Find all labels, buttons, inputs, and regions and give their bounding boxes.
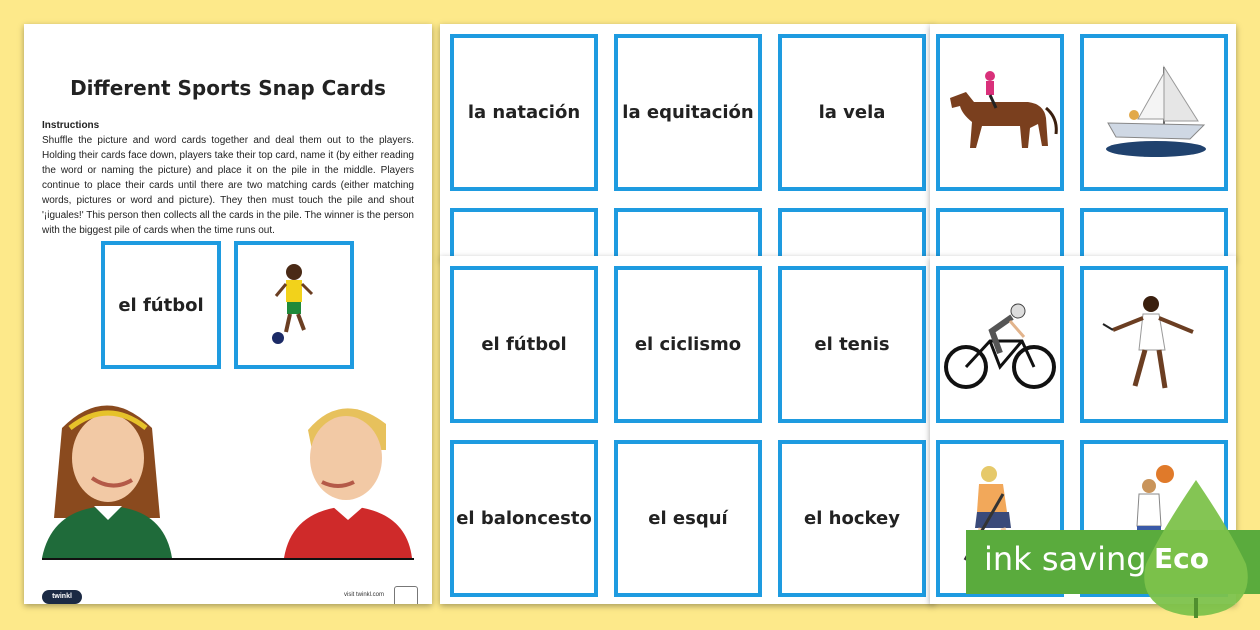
word-card [778, 440, 926, 597]
picture-card [1080, 266, 1228, 423]
word-card [778, 266, 926, 423]
twinkl-logo: twinkl [42, 590, 82, 604]
word-card-label: la vela [818, 102, 886, 123]
example-picture-card [234, 241, 354, 369]
word-card-label: el tenis [814, 334, 890, 355]
word-card-label: el esquí [648, 508, 728, 529]
instructions-heading: Instructions [42, 120, 100, 131]
back-picture-sheet [930, 24, 1236, 260]
sailing-boat-picture [1094, 63, 1214, 163]
picture-card [936, 208, 1064, 260]
picture-card [1080, 34, 1228, 191]
word-card [614, 208, 762, 260]
word-card-label: el hockey [804, 508, 900, 529]
ink-saving-text: ink saving [984, 540, 1147, 578]
word-card-label: la equitación [622, 102, 754, 123]
picture-card [1080, 208, 1228, 260]
word-card [614, 266, 762, 423]
instructions-text: Shuffle the picture and word cards together and deal them out to the players. Holding their cards face down, players take their top card, name it (by either reading the word or naming the picture) and place it on the pile in the middle. Players continue to place their cards until there are two matching cards (either matching words, pictures or word and picture). They then must touch the pile and shout '¡iguales!' This person then collects all the cards in the pile. The winner is the person with the biggest pile of cards when the time runs out. [42, 135, 414, 236]
instructions-sheet [24, 24, 432, 604]
page-title: Different Sports Snap Cards [70, 76, 386, 100]
word-card [614, 440, 762, 597]
eco-badge-label: Eco [1154, 542, 1209, 575]
picture-card [936, 34, 1064, 191]
word-card-label: la natación [467, 102, 581, 123]
word-card [778, 34, 926, 191]
cyclist-picture [940, 295, 1060, 395]
word-card [450, 266, 598, 423]
word-card-label: el baloncesto [456, 508, 592, 529]
horse-rider-picture [940, 68, 1060, 158]
picture-card [936, 266, 1064, 423]
example-word-card [101, 241, 221, 369]
front-card-sheet [440, 256, 934, 604]
word-card [778, 208, 926, 260]
girl-illustration [42, 388, 172, 558]
word-card [450, 208, 598, 260]
word-card [450, 34, 598, 191]
word-card [450, 440, 598, 597]
divider [42, 558, 414, 560]
footer-url: visit twinkl.com [344, 592, 385, 598]
word-card-label: el fútbol [481, 334, 567, 355]
word-card-label: el ciclismo [634, 334, 742, 355]
tennis-player-picture [1099, 290, 1209, 400]
boy-illustration [282, 390, 414, 558]
footballer-picture [264, 260, 324, 350]
example-word-label: el fútbol [118, 294, 204, 316]
footer-badge [394, 586, 418, 604]
back-card-sheet [440, 24, 934, 260]
word-card [614, 34, 762, 191]
